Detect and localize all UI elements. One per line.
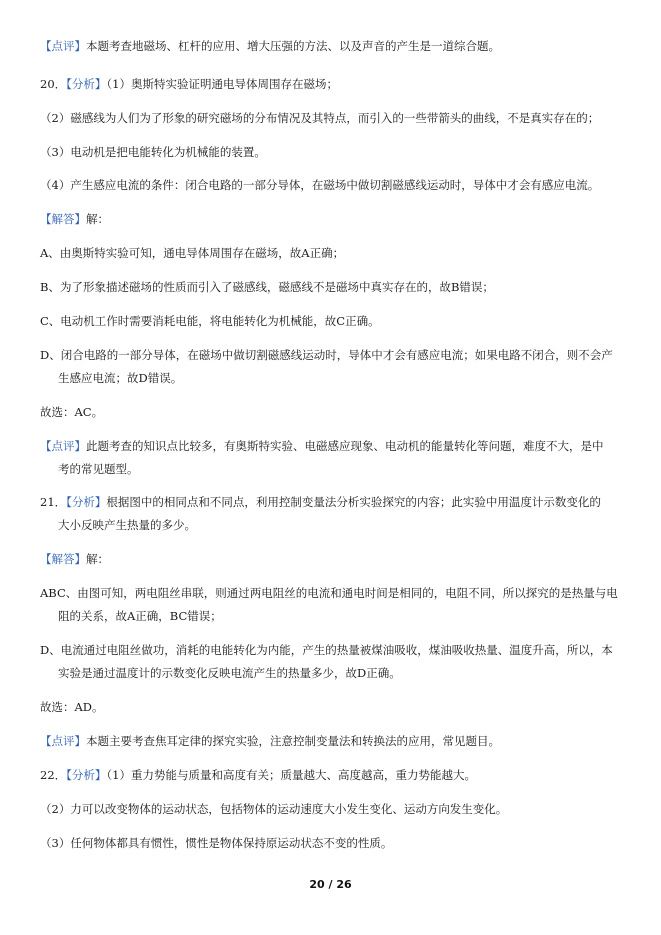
answer-line: 故选：AC。 bbox=[40, 405, 104, 419]
page-number: 20 / 26 bbox=[309, 878, 352, 891]
solution-tag: 【解答】 bbox=[40, 212, 86, 226]
text-line: （2）磁感线为人们为了形象的研究磁场的分布情况及其特点，而引入的一些带箭头的曲线，不是真实存在的； bbox=[40, 111, 600, 125]
text: （1）重力势能与质量和高度有关；质量越大、高度越高，重力势能越大。 bbox=[106, 768, 476, 782]
solution-tag: 【解答】 bbox=[40, 552, 86, 566]
text-line: 考的常见题型。 bbox=[58, 462, 139, 476]
text-line: A、由奥斯特实验可知，通电导体周围存在磁场，故A正确； bbox=[40, 246, 345, 260]
comment-line bbox=[40, 38, 500, 54]
text: 解： bbox=[86, 212, 109, 226]
text: 本题主要考查焦耳定律的探究实验，注意控制变量法和转换法的应用，常见题目。 bbox=[86, 734, 500, 748]
text-line: ABC、由图可知，两电阻丝串联，则通过两电阻丝的电流和通电时间是相同的，电阻不同，所以探究的是热量与电 bbox=[40, 586, 618, 600]
comment-tag: 【点评】 bbox=[40, 439, 86, 453]
question-number: 20． bbox=[40, 77, 67, 91]
text-line: （4）产生感应电流的条件：闭合电路的一部分导体，在磁场中做切割磁感线运动时，导体中才会有感应电流。 bbox=[40, 178, 600, 192]
text-line: （3）电动机是把电能转化为机械能的装置。 bbox=[40, 145, 266, 159]
comment-tag: 【点评】 bbox=[40, 39, 86, 53]
comment-line bbox=[40, 438, 604, 454]
comment-line bbox=[40, 733, 500, 749]
text-line: 实验是通过温度计的示数变化反映电流产生的热量多少，故D正确。 bbox=[58, 666, 401, 680]
question-20-analysis bbox=[40, 76, 338, 92]
question-number: 22． bbox=[40, 768, 67, 782]
text-line: D、闭合电路的一部分导体，在磁场中做切割磁感线运动时，导体中才会有感应电流；如果电路不闭合，则不会产 bbox=[40, 348, 613, 362]
question-number: 21． bbox=[40, 495, 67, 509]
solution-line bbox=[40, 211, 109, 227]
text: 此题考查的知识点比较多，有奥斯特实验、电磁感应现象、电动机的能量转化等问题，难度不大，是中 bbox=[86, 439, 604, 453]
text: 根据图中的相同点和不同点，利用控制变量法分析实验探究的内容；此实验中用温度计示数变化的 bbox=[106, 495, 601, 509]
text: 解： bbox=[86, 552, 109, 566]
text-line: 大小反映产生热量的多少。 bbox=[58, 518, 196, 532]
question-21-analysis bbox=[40, 494, 601, 510]
analysis-tag: 【分析】 bbox=[66, 495, 107, 509]
analysis-tag: 【分析】 bbox=[66, 77, 107, 91]
text-line: 生感应电流；故D错误。 bbox=[58, 371, 183, 385]
answer-line: 故选：AD。 bbox=[40, 700, 104, 714]
text-line: D、电流通过电阻丝做功，消耗的电能转化为内能，产生的热量被煤油吸收，煤油吸收热量、温度升高，所以，本 bbox=[40, 643, 613, 657]
text: （1）奥斯特实验证明通电导体周围存在磁场； bbox=[106, 77, 338, 91]
text: 本题考查地磁场、杠杆的应用、增大压强的方法、以及声音的产生是一道综合题。 bbox=[86, 39, 500, 53]
text-line: （2）力可以改变物体的运动状态，包括物体的运动速度大小发生变化、运动方向发生变化。 bbox=[40, 802, 508, 816]
comment-tag: 【点评】 bbox=[40, 734, 86, 748]
question-22-analysis bbox=[40, 767, 476, 783]
text-line: B、为了形象描述磁场的性质而引入了磁感线，磁感线不是磁场中真实存在的，故B错误； bbox=[40, 280, 494, 294]
text-line: C、电动机工作时需要消耗电能，将电能转化为机械能，故C正确。 bbox=[40, 314, 380, 328]
analysis-tag: 【分析】 bbox=[66, 768, 107, 782]
text-line: 阻的关系，故A正确，BC错误； bbox=[58, 609, 222, 623]
text-line: （3）任何物体都具有惯性，惯性是物体保持原运动状态不变的性质。 bbox=[40, 836, 393, 850]
solution-line bbox=[40, 551, 109, 567]
